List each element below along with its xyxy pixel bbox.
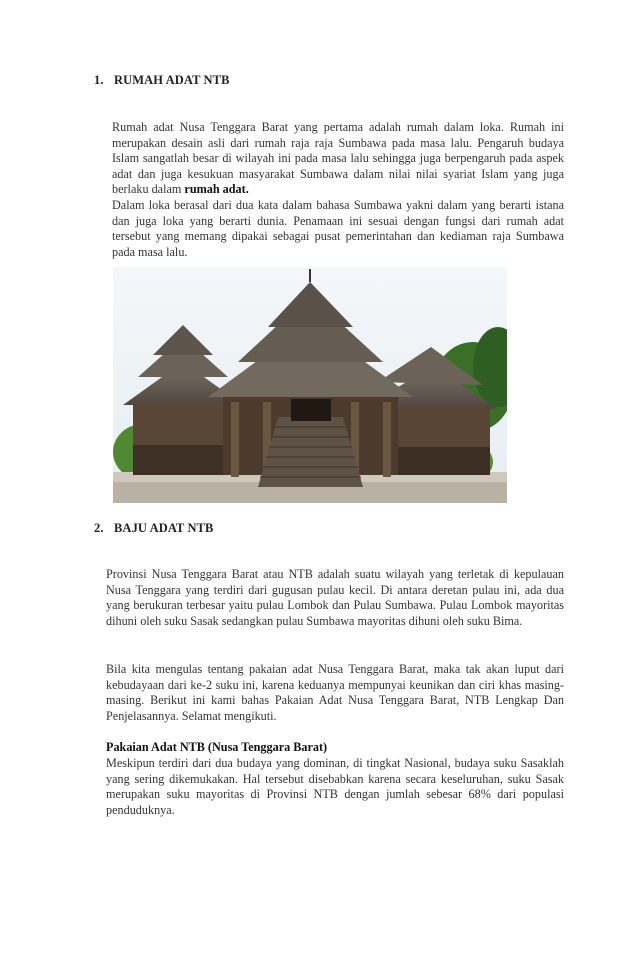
baju-adat-paragraph-2: Bila kita mengulas tentang pakaian adat Nusa Tenggara Barat, maka tak akan luput dari kebudayaan dari ke-2 suku ini, karena keduanya mempunyai keunikan dan ciri khas masing-masing. Berikut ini kami bahas Pakaian Adat Nusa Tenggara Barat, NTB Lengkap Dan Penjelasannya. Selamat mengikuti. [106, 662, 564, 723]
traditional-house-illustration [113, 267, 507, 503]
rumah-adat-paragraph-2: Dalam loka berasal dari dua kata dalam bahasa Sumbawa yakni dalam yang berarti istana dan juga loka yang berarti dunia. Penamaan ini sesuai dengan fungsi dari rumah adat tersebut yang memang dipakai sebagai pusat pemerintahan dan kediaman raja Sumbawa pada masa lalu. [112, 198, 564, 259]
baju-adat-paragraph-1: Provinsi Nusa Tenggara Barat atau NTB adalah suatu wilayah yang terletak di kepulauan Nusa Tenggara yang terdiri dari gugusan pulau kecil. Di antara deretan pulau ini, ada dua yang berukuran terbesar yaitu pulau Lombok dan Pulau Sumbawa. Pulau Lombok mayoritas dihuni oleh suku Sasak sedangkan pulau Sumbawa mayoritas dihuni oleh suku Bima. [106, 567, 564, 628]
section-number: 2. [94, 521, 104, 535]
rumah-adat-photo [113, 267, 507, 503]
section-heading-rumah-adat [94, 73, 230, 88]
section-number: 1. [94, 73, 104, 87]
bold-phrase: rumah adat. [184, 182, 249, 197]
section-title: BAJU ADAT NTB [114, 521, 214, 535]
pakaian-adat-subheading: Pakaian Adat NTB (Nusa Tenggara Barat) [106, 740, 328, 754]
paragraph-text: Rumah adat Nusa Tenggara Barat yang pertama adalah rumah dalam loka. Rumah ini merupakan desain asli dari rumah raja raja Sumbawa pada masa lalu. Pengaruh budaya Islam sangatlah besar di wilayah ini pada masa lalu sehingga juga berpengaruh pada aspek adat dan juga kesukuan masyarakat Sumbawa dalam nilai nilai syariat Islam yang juga berlaku dalam [112, 120, 564, 197]
baju-adat-paragraph-3: Meskipun terdiri dari dua budaya yang dominan, di tingkat Nasional, budaya suku Sasaklah yang sering dikemukakan. Hal tersebut disebabkan karena secara keseluruhan, suku Sasak merupakan suku mayoritas di Provinsi NTB dengan jumlah sebesar 68% dari populasi penduduknya. [106, 756, 564, 817]
rumah-adat-paragraph-1 [112, 120, 564, 198]
section-heading-baju-adat [94, 521, 213, 536]
section-title: RUMAH ADAT NTB [114, 73, 230, 87]
